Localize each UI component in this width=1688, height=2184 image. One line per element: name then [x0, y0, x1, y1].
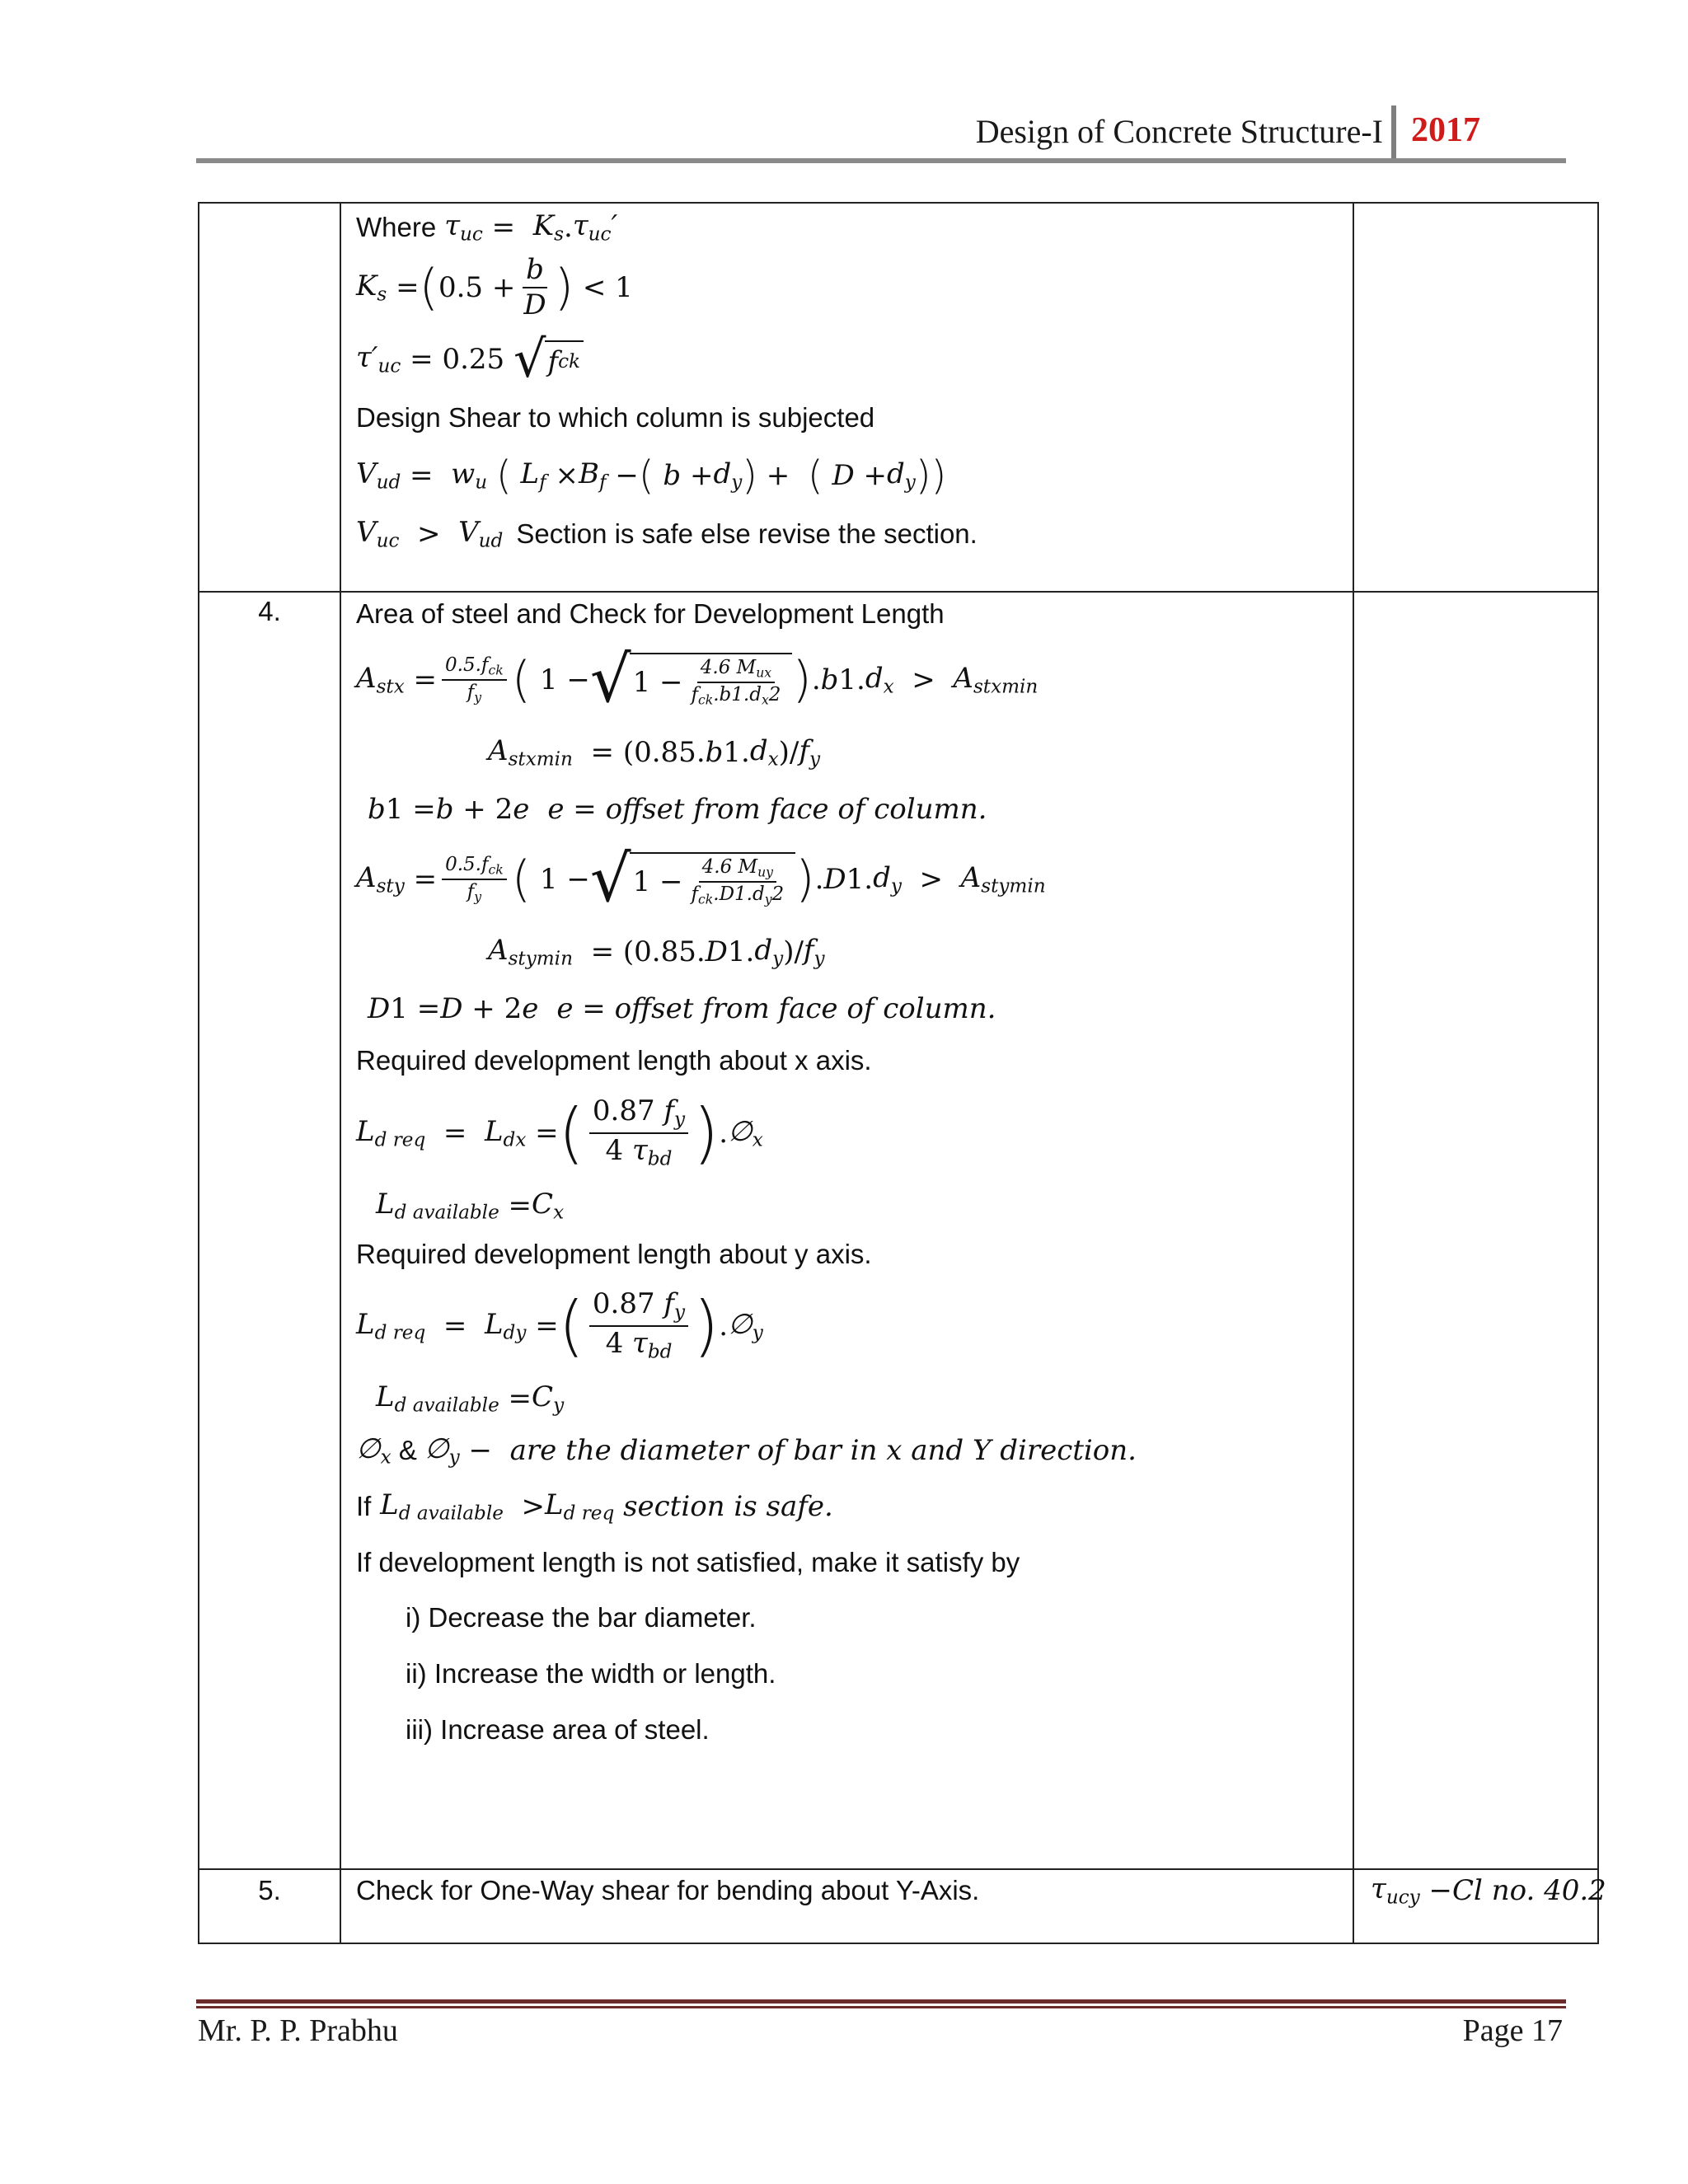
list-item: ii) Increase the width or length. [406, 1658, 776, 1689]
formula-astx: $A_{stx}$ = $\frac{0.5.f_{ck}}{f_y}$ ( 1 − √ 1 − $\frac{4.6 M_{ux}}{f_{ck}.b1.d_x2}$ ) . b 1. $d_x$ > $A_{stxmin}$ [356, 643, 1039, 717]
step-number-cell: 5. [199, 1869, 340, 1943]
formula-ld-available-x: $L_{d available}$ = $C_x$ [376, 1188, 565, 1224]
design-steps-table [198, 202, 1606, 1944]
table-row [199, 203, 1598, 592]
step-number-cell: 4. [199, 592, 340, 1869]
reference-cell [1353, 203, 1598, 592]
formula-astymin: $A_{stymin}$ = (0.85. D 1. $d_y$ )/ $f_y$ [488, 934, 825, 970]
phi-note: $\emptyset_x$ & $\emptyset_y$ − are the diameter of bar in x and Y direction. [356, 1432, 1137, 1469]
table-row [199, 592, 1598, 1869]
page-number: Page 17 [1462, 2013, 1563, 2048]
document-title: Design of Concrete Structure-I [975, 113, 1383, 150]
remedy-list [356, 1590, 1338, 1758]
header-rule [196, 158, 1566, 163]
formula-ldx: $L_{d req}$ = $L_{dx}$ = ( $\frac{0.87 f_y}{4 \tau_{bd}}$ ) . $\emptyset_x$ [356, 1094, 763, 1171]
footer-author: Mr. P. P. Prabhu [198, 2013, 398, 2048]
formula-asty: $A_{sty}$ = $\frac{0.5.f_{ck}}{f_y}$ ( 1 − √ 1 − $\frac{4.6 M_{uy}}{f_{ck}.D1.d_y2}$ ) . D 1. $d_y$ > $A_{stymin}$ [356, 842, 1046, 916]
formula-ld-available-y: $L_{d available}$ = $C_y$ [376, 1380, 565, 1417]
clause-reference: $\tau_{ucy}$ − Cl no. 40.2 [1371, 1872, 1606, 1909]
step-content-cell [340, 1869, 1353, 1943]
page-header [196, 105, 1566, 163]
safety-condition: If $L_{d available}$ > $L_{d req}$ section is safe. [356, 1488, 833, 1525]
footer-rule-thin [196, 2006, 1566, 2008]
formula-tau-uc-prime: $\tau'_{uc}$ = 0.25 √ f ck [356, 327, 1338, 391]
step-heading: Check for One-Way shear for bending about Y-Axis. [356, 1875, 980, 1905]
step-heading: Area of steel and Check for Development Length [356, 598, 945, 629]
formula-astxmin: $A_{stxmin}$ = (0.85. b 1. $d_x$ )/ $f_y$ [488, 734, 821, 771]
document-year: 2017 [1411, 111, 1480, 149]
dev-length-x-label: Required development length about x axis. [356, 1045, 872, 1076]
formula-ks: $K_s$ = ( 0.5 + $\frac{b}{D}$ ) < 1 [356, 252, 633, 321]
not-satisfied-label: If development length is not satisfied, make it satisfy by [356, 1547, 1020, 1577]
formula-tau-uc: Where $\tau_{uc}$ = $K_s$ . $\tau_{uc}'$ [356, 209, 618, 246]
reference-cell [1353, 1869, 1606, 1943]
formula-ldy: $L_{d req}$ = $L_{dy}$ = ( $\frac{0.87 f_y}{4 \tau_{bd}}$ ) . $\emptyset_y$ [356, 1287, 763, 1364]
formula-b1: b 1 = b + 2 e e = offset from face of column. [368, 793, 987, 826]
step-content-cell [340, 592, 1353, 1869]
formula-d1: D 1 = D + 2 e e = offset from face of column. [368, 992, 996, 1025]
step-number-cell [199, 203, 340, 592]
step-content-cell [340, 203, 1353, 592]
formula-vud: $V_{ud}$ = $w_u$ ( $L_f$ × $B_f$ − ( b + $d_y$ ) + ( D + $d_y$ )) [356, 452, 947, 499]
dev-length-y-label: Required development length about y axis. [356, 1239, 872, 1269]
formula-vuc-check: $V_{uc}$ > $V_{ud}$ Section is safe else revise the section. [356, 516, 978, 552]
reference-cell [1353, 592, 1598, 1869]
list-item: i) Decrease the bar diameter. [406, 1602, 757, 1633]
table-row [199, 1869, 1598, 1943]
list-item: iii) Increase area of steel. [406, 1714, 710, 1745]
header-separator [1391, 105, 1396, 163]
footer-rule [196, 1999, 1566, 2004]
design-shear-label: Design Shear to which column is subjected [356, 402, 875, 433]
